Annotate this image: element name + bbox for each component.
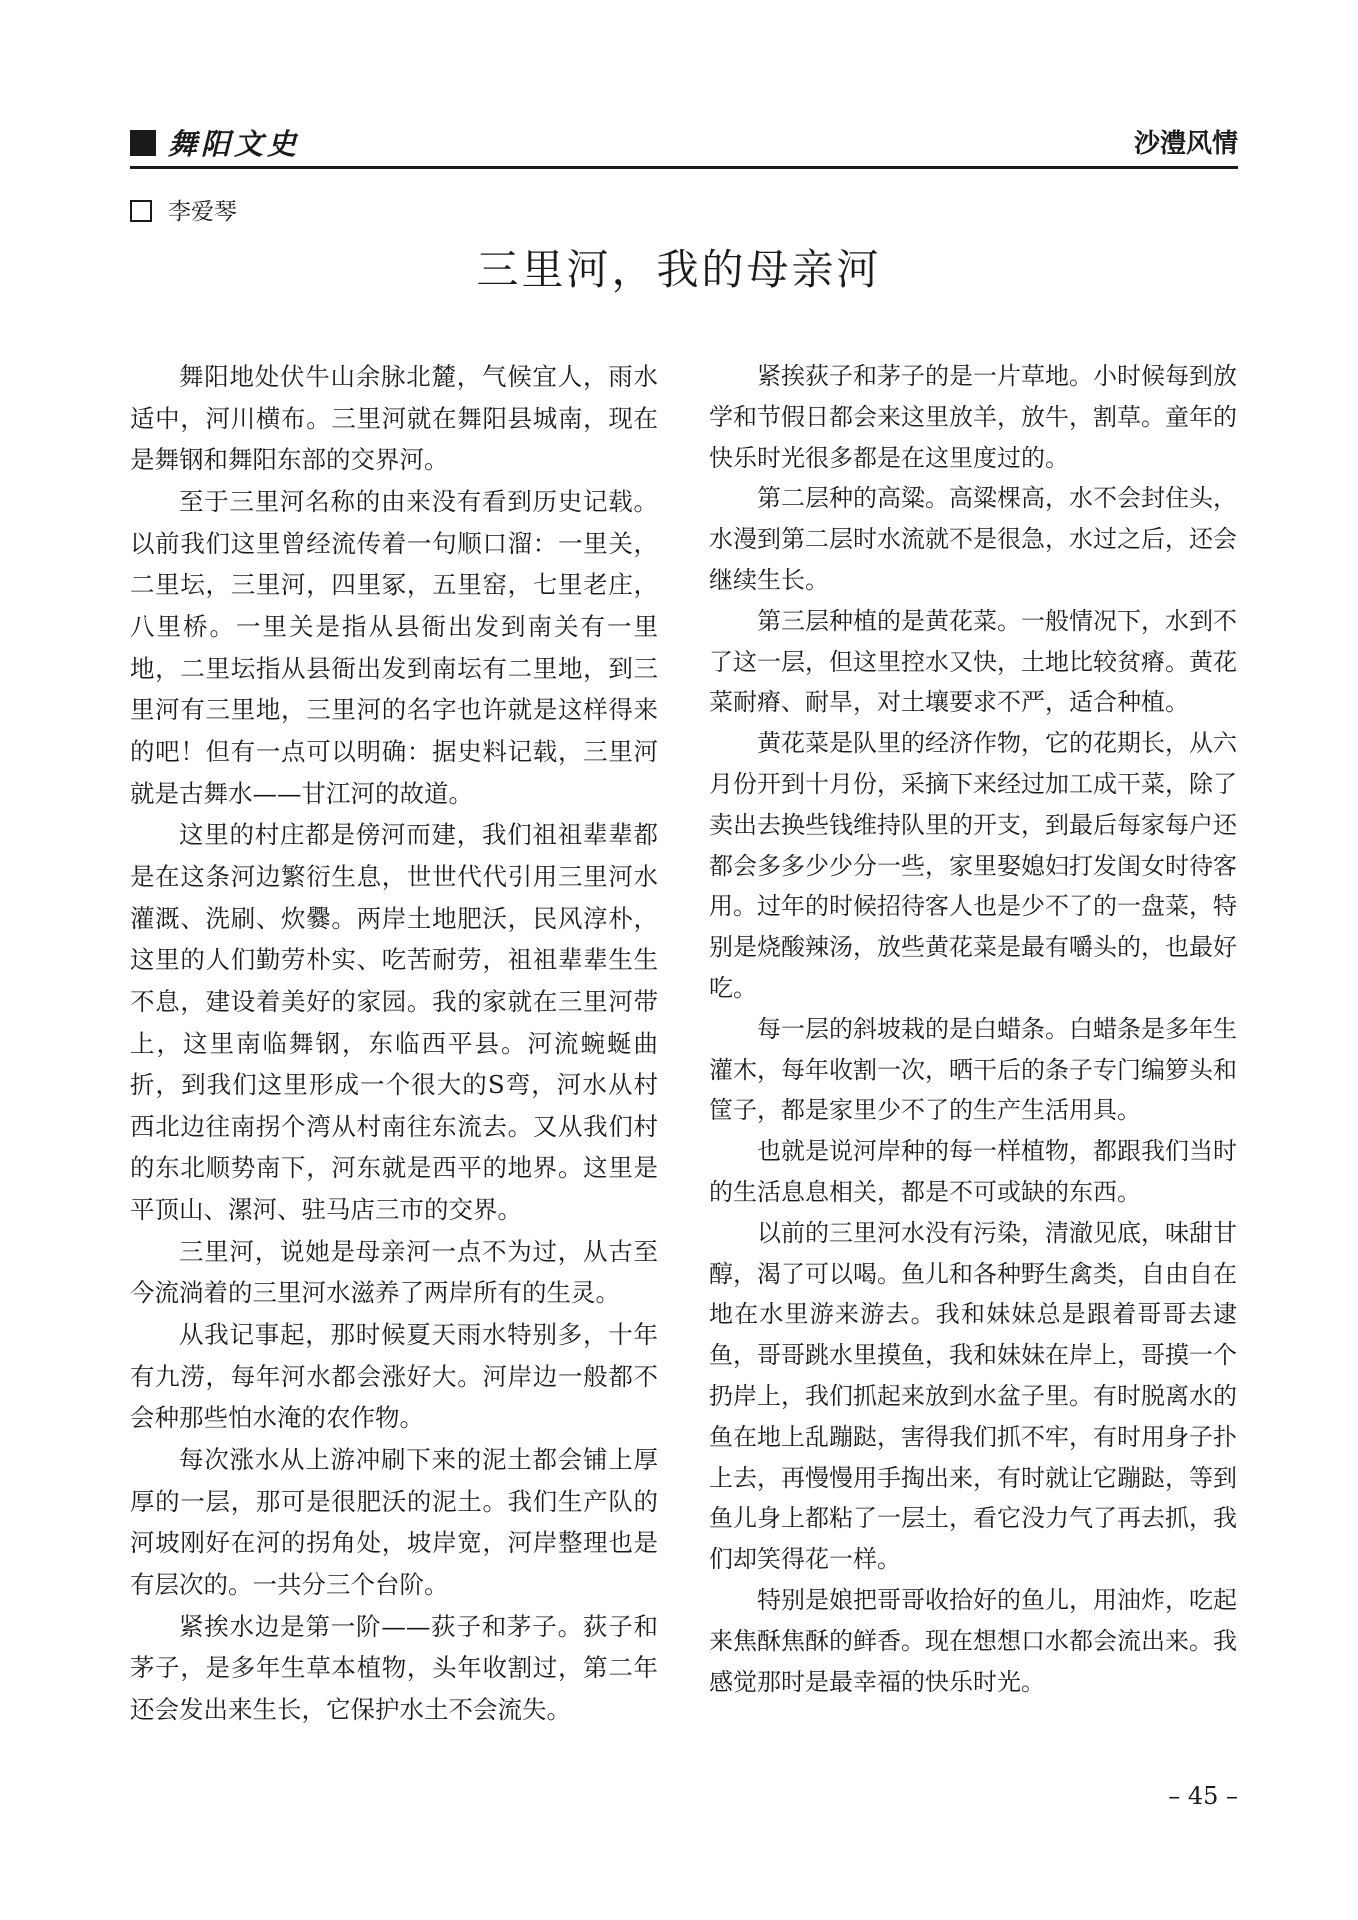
paragraph: 以前的三里河水没有污染，清澈见底，味甜甘醇，渴了可以喝。鱼儿和各种野生禽类，自由自在地在水里游来游去。我和妹妹总是跟着哥哥去逮鱼，哥哥跳水里摸鱼，我和妹妹在岸上，哥摸一个扔岸上，我们抓起来放到水盆子里。有时脱离水的鱼在地上乱蹦跶，害得我们抓不牢，有时用身子扑上去，再慢慢用手掏出来，有时就让它蹦跶，等到鱼儿身上都粘了一层土，看它没力气了再去抓，我们却笑得花一样。 — [709, 1218, 1237, 1574]
paragraph: 舞阳地处伏牛山余脉北麓，气候宜人，雨水适中，河川横布。三里河就在舞阳县城南，现在是舞钢和舞阳东部的交界河。 — [130, 362, 658, 475]
paragraph: 也就是说河岸种的每一样植物，都跟我们当时的生活息息相关，都是不可或缺的东西。 — [709, 1137, 1237, 1206]
magazine-title: 舞阳文史 — [168, 127, 301, 161]
paragraph: 从我记事起，那时候夏天雨水特别多，十年有九涝，每年河水都会涨好大。河岸边一般都不会种那些怕水淹的农作物。 — [130, 1320, 658, 1433]
author-name: 李爱琴 — [168, 199, 237, 225]
section-name: 沙澧风情 — [1133, 129, 1238, 159]
square-box-icon — [130, 200, 152, 222]
paragraph: 三里河，说她是母亲河一点不为过，从古至今流淌着的三里河水滋养了两岸所有的生灵。 — [130, 1236, 658, 1308]
paragraph: 特别是娘把哥哥收拾好的鱼儿，用油炸，吃起来焦酥焦酥的鲜香。现在想想口水都会流出来。我感觉那时是最幸福的快乐时光。 — [709, 1585, 1237, 1696]
paragraph: 这里的村庄都是傍河而建，我们祖祖辈辈都是在这条河边繁衍生息，世世代代引用三里河水灌溉、洗刷、炊爨。两岸土地肥沃，民风淳朴，这里的人们勤劳朴实、吃苦耐劳，祖祖辈辈生生不息，建设着美好的家园。我的家就在三里河带上，这里南临舞钢，东临西平县。河流蜿蜒曲折，到我们这里形成一个很大的S弯，河水从村西北边往南拐个湾从村南往东流去。又从我们村的东北顺势南下，河东就是西平的地界。这里是平顶山、漯河、驻马店三市的交界。 — [130, 820, 658, 1225]
header-square-mark — [130, 130, 156, 156]
paragraph: 每次涨水从上游冲刷下来的泥土都会铺上厚厚的一层，那可是很肥沃的泥土。我们生产队的河坡刚好在河的拐角处，坡岸宽，河岸整理也是有层次的。一共分三个台阶。 — [130, 1445, 658, 1600]
page-number: – 45 – — [1168, 1782, 1238, 1810]
header-rule — [130, 166, 1238, 169]
article-title: 三里河，我的母亲河 — [476, 245, 882, 294]
paragraph: 第二层种的高粱。高粱棵高，水不会封住头，水漫到第二层时水流就不是很急，水过之后，还会继续生长。 — [709, 484, 1237, 594]
paragraph: 第三层种植的是黄花菜。一般情况下，水到不了这一层，但这里控水又快，土地比较贫瘠。黄花菜耐瘠、耐旱，对土壤要求不严，适合种植。 — [709, 606, 1237, 717]
left-column — [130, 356, 658, 1731]
right-column — [709, 356, 1237, 1702]
paragraph: 紧挨水边是第一阶——荻子和茅子。荻子和茅子，是多年生草本植物，头年收割过，第二年还会发出来生长，它保护水土不会流失。 — [130, 1611, 658, 1724]
paragraph: 紧挨荻子和茅子的是一片草地。小时候每到放学和节假日都会来这里放羊，放牛，割草。童年的快乐时光很多都是在这里度过的。 — [709, 362, 1237, 472]
paragraph: 每一层的斜坡栽的是白蜡条。白蜡条是多年生灌木，每年收割一次，晒干后的条子专门编箩头和筐子，都是家里少不了的生产生活用具。 — [709, 1014, 1237, 1125]
paragraph: 至于三里河名称的由来没有看到历史记载。以前我们这里曾经流传着一句顺口溜：一里关，二里坛，三里河，四里冢，五里窑，七里老庄，八里桥。一里关是指从县衙出发到南关有一里地，二里坛指从县衙出发到南坛有二里地，到三里河有三里地，三里河的名字也许就是这样得来的吧！但有一点可以明确：据史料记载，三里河就是古舞水——甘江河的故道。 — [130, 486, 658, 808]
page-header — [130, 124, 1238, 164]
paragraph: 黄花菜是队里的经济作物，它的花期长，从六月份开到十月份，采摘下来经过加工成干菜，除了卖出去换些钱维持队里的开支，到最后每家每户还都会多多少少分一些，家里娶媳妇打发闺女时待客用。过年的时候招待客人也是少不了的一盘菜，特别是烧酸辣汤，放些黄花菜是最有嚼头的，也最好吃。 — [709, 729, 1237, 1002]
